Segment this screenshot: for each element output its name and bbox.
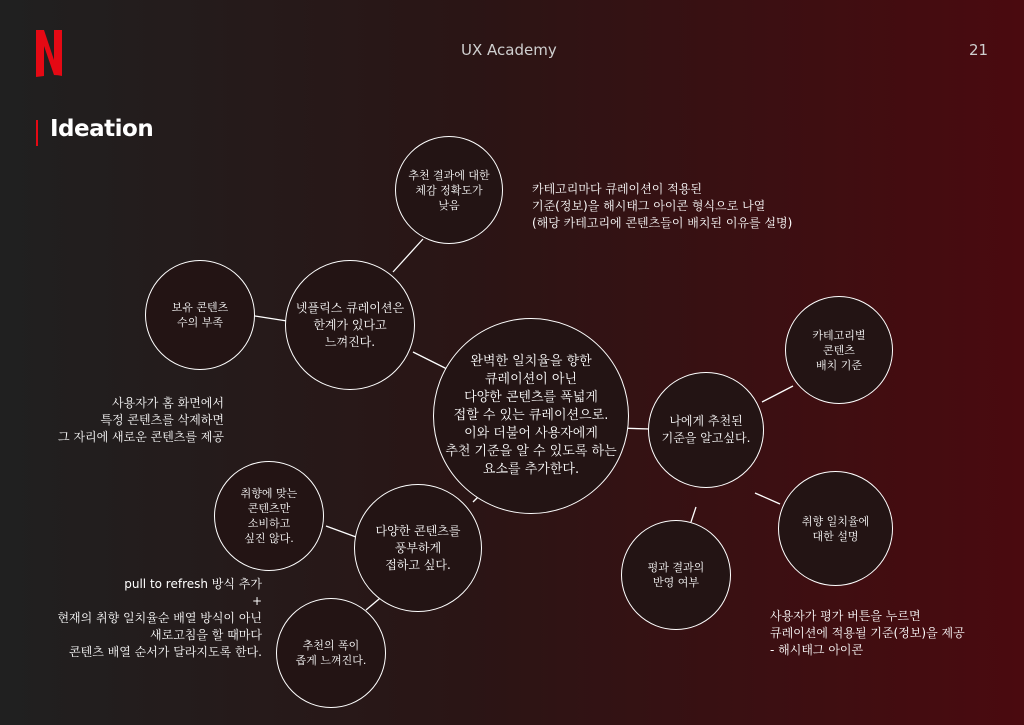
section-title: Ideation [50,116,154,142]
node-want-variety: 다양한 콘텐츠를 풍부하게 접하고 싶다. [354,484,482,612]
node-not-only-taste: 취향에 맞는 콘텐츠만 소비하고 싶진 않다. [214,461,324,571]
page-number: 21 [969,41,989,59]
node-match-rate-explanation: 취향 일치율에 대한 설명 [778,471,893,586]
connector-line [755,493,780,504]
note-pull-to-refresh: pull to refresh 방식 추가 + 현재의 취향 일치율순 배열 방식이 아닌 새로고침을 할 때마다 콘텐츠 배열 순서가 달라지도록 한다. [57,577,262,659]
node-category-basis: 카테고리별 콘텐츠 배치 기준 [785,296,893,404]
node-narrow-recommendation: 추천의 폭이 좁게 느껴진다. [276,598,386,708]
connector-line [762,386,793,402]
connector-line [413,352,449,370]
note-category-hashtags: 카테고리마다 큐레이션이 적용된 기준(정보)을 해시태그 아이콘 형식으로 나열 (해당 카테고리에 콘텐츠들이 배치된 이유를 설명) [532,182,793,230]
note-delete-replace: 사용자가 홈 화면에서 특정 콘텐츠를 삭제하면 그 자리에 새로운 콘텐츠를 제공 [58,396,224,444]
node-low-accuracy: 추천 결과에 대한 체감 정확도가 낮음 [395,136,503,244]
node-center-idea: 완벽한 일치율을 향한 큐레이션이 아닌 다양한 콘텐츠를 폭넓게 접할 수 있는 큐레이션으로. 이와 더불어 사용자에게 추천 기준을 알 수 있도록 하는 요소를 추가한다. [433,318,629,514]
connector-line [326,526,356,537]
connector-line [255,316,287,321]
note-rating-criteria: 사용자가 평가 버튼을 누르면 큐레이션에 적용될 기준(정보)을 제공 - 해시태그 아이콘 [770,609,965,657]
connector-line [393,239,423,272]
header-title: UX Academy [461,41,557,59]
connector-line [691,507,696,522]
node-netflix-curation-limit: 넷플릭스 큐레이션은 한계가 있다고 느껴진다. [285,260,415,390]
node-rating-reflection: 평과 결과의 반영 여부 [621,520,731,630]
node-owned-content-shortage: 보유 콘텐츠 수의 부족 [145,260,255,370]
node-want-recommendation-reason: 나에게 추천된 기준을 알고싶다. [648,372,764,488]
